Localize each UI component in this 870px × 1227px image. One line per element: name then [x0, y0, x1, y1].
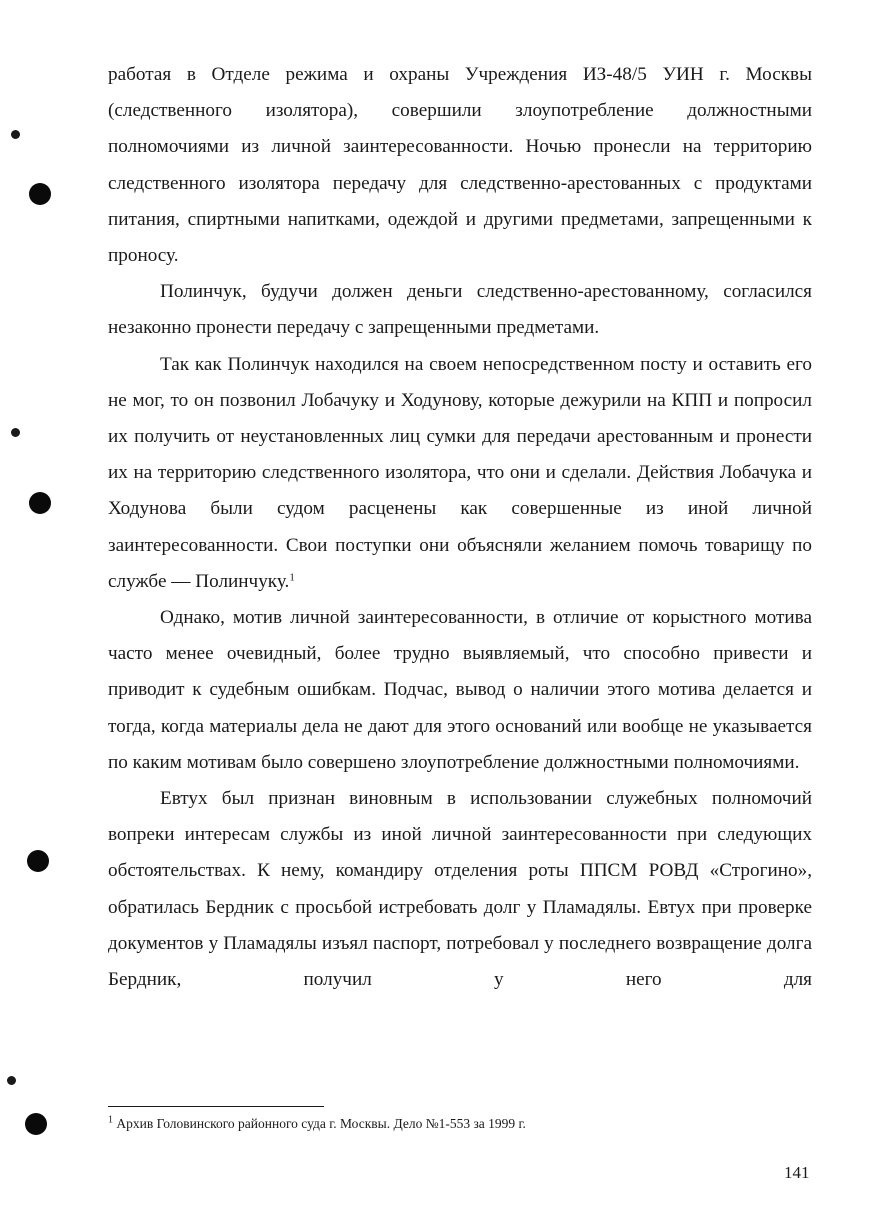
binder-hole-1 — [29, 183, 51, 205]
paragraph-text: Так как Полинчук находился на своем непосредственном посту и оставить его не мог, то он позвонил Лобачуку и Ходунову, которые дежурили на КПП и попросил их получить от неустановленных лиц сумки для передачи арестованным и пронести их на территорию следственного изолятора, что они и сделали. Действия Лобачука и Ходунова были судом расценены как совершенные из иной личной заинтересованности. Свои поступки они объясняли желанием помочь товарищу по службе — Полинчуку. — [108, 353, 812, 592]
page-number: 141 — [784, 1163, 810, 1182]
binder-hole-4 — [25, 1113, 47, 1135]
footnote-reference: 1 — [289, 571, 295, 584]
footnote-text: Архив Головинского районного суда г. Москвы. Дело №1-553 за 1999 г. — [116, 1116, 526, 1131]
paragraph: Полинчук, будучи должен деньги следственно-арестованному, согласился незаконно пронести передачу с запрещенными предметами. — [108, 281, 812, 339]
body-text — [108, 57, 812, 998]
footnote-separator — [108, 1106, 324, 1107]
paragraph — [108, 347, 812, 600]
paragraph: Однако, мотив личной заинтересованности, в отличие от корыстного мотива часто менее очевидный, более трудно выявляемый, что способно привести и приводит к судебным ошибкам. Подчас, вывод о наличии этого мотива делается и тогда, когда материалы дела не дают для этого оснований или вообще не указывается по каким мотивам было совершено злоупотребление должностными полномочиями. — [108, 607, 812, 773]
scan-speck — [11, 130, 20, 139]
scan-speck — [11, 428, 20, 437]
footnote — [108, 1115, 812, 1133]
footnote-marker: 1 — [108, 1114, 113, 1126]
binder-hole-3 — [27, 850, 49, 872]
paragraph: Евтух был признан виновным в использовании служебных полномочий вопреки интересам службы из иной личной заинтересованности при следующих обстоятельствах. К нему, командиру отделения роты ППСМ РОВД «Строгино», обратилась Бердник с просьбой истребовать долг у Пламадялы. Евтух при проверке документов у Пламадялы изъял паспорт, потребовал у последнего возвращение долга Бердник, получил у него для — [108, 788, 812, 991]
scan-speck — [7, 1076, 16, 1085]
binder-hole-2 — [29, 492, 51, 514]
paragraph: работая в Отделе режима и охраны Учреждения ИЗ-48/5 УИН г. Москвы (следственного изолятора), совершили злоупотребление должностными полномочиями из личной заинтересованности. Ночью пронесли на территорию следственного изолятора передачу для следственно-арестованных с продуктами питания, спиртными напитками, одеждой и другими предметами, запрещенными к проносу. — [108, 64, 812, 267]
